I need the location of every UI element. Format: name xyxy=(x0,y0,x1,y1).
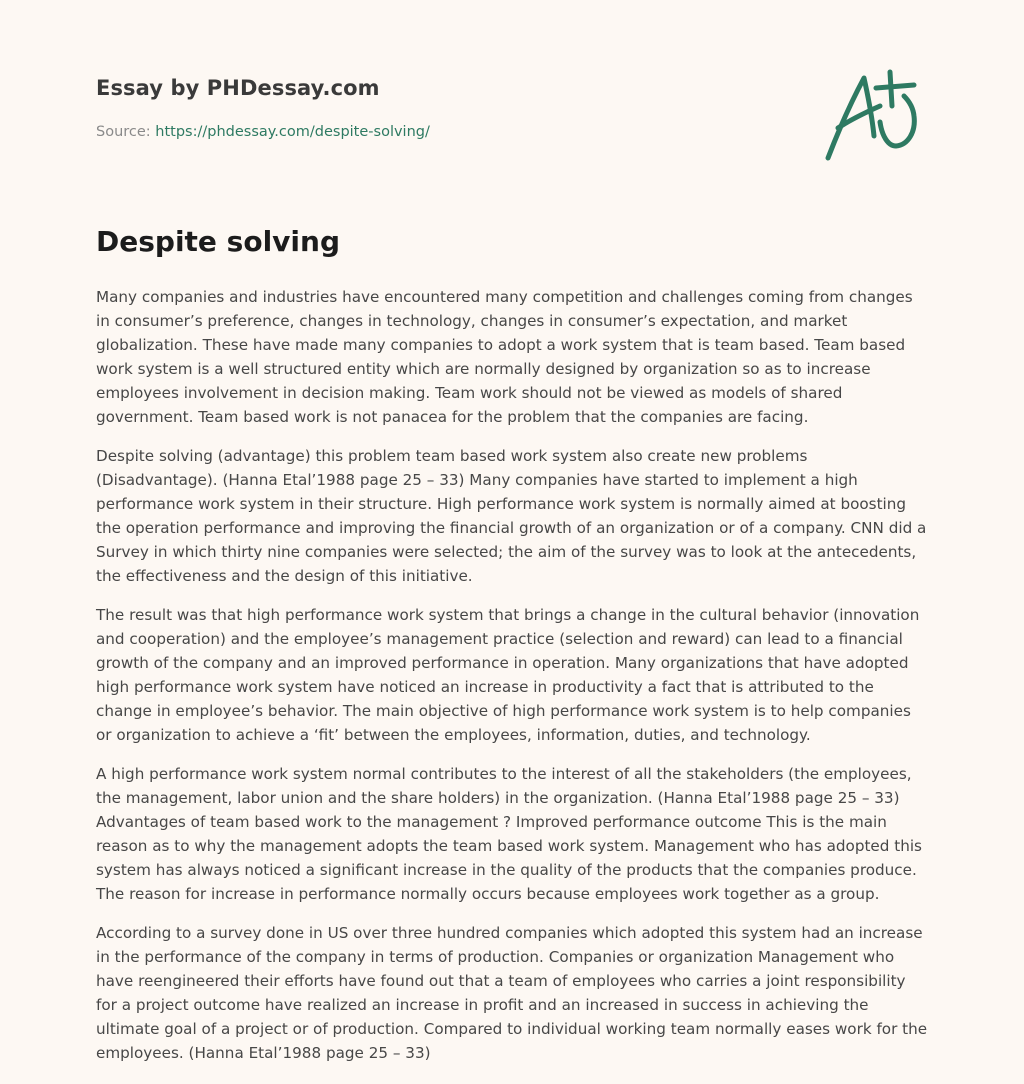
paragraph: Despite solving (advantage) this problem team based work system also create new problems (Disadvantage). (Hanna Etal’1988 page 25 – 33) Many companies have started to implement a high performance work system in their structure. High performance work system is normally aimed at boosting the operation performance and improving the financial growth of an organization or of a company. CNN did a Survey in which thirty nine companies were selected; the aim of the survey was to look at the antecedents, the effectiveness and the design of this initiative. xyxy=(96,447,927,585)
paragraph: The result was that high performance work system that brings a change in the cultural behavior (innovation and cooperation) and the employee’s management practice (selection and reward) can lead to a financial growth of the company and an improved performance in operation. Many organizations that have adopted high performance work system have noticed an increase in productivity a fact that is attributed to the change in employee’s behavior. The main objective of high performance work system is to help companies or organization to achieve a ‘fit’ between the employees, information, duties, and technology. xyxy=(96,606,920,744)
article-body xyxy=(96,285,928,1080)
source-link[interactable]: https://phdessay.com/despite-solving/ xyxy=(155,124,430,140)
source-line xyxy=(96,124,430,140)
a-plus-logo-icon xyxy=(824,66,928,166)
site-title: Essay by PHDessay.com xyxy=(96,76,380,100)
article-title: Despite solving xyxy=(96,225,340,258)
source-label: Source: xyxy=(96,124,151,140)
page-header xyxy=(96,0,928,200)
paragraph: According to a survey done in US over three hundred companies which adopted this system had an increase in the performance of the company in terms of production. Companies or organization Management who have reengineered their efforts have found out that a team of employees who carries a joint responsibility for a project outcome have realized an increase in profit and an increased in success in achieving the ultimate goal of a project or of production. Compared to individual working team normally eases work for the employees. (Hanna Etal’1988 page 25 – 33) xyxy=(96,924,928,1062)
paragraph: A high performance work system normal contributes to the interest of all the stakeholders (the employees, the management, labor union and the share holders) in the organization. (Hanna Etal’1988 page 25 – 33) Advantages of team based work to the management ? Improved performance outcome This is the main reason as to why the management adopts the team based work system. Management who has adopted this system has always noticed a significant increase in the quality of the products that the companies produce. The reason for increase in performance normally occurs because employees work together as a group. xyxy=(96,765,922,903)
paragraph: Many companies and industries have encountered many competition and challenges coming from changes in consumer’s preference, changes in technology, changes in consumer’s expectation, and market globalization. These have made many companies to adopt a work system that is team based. Team based work system is a well structured entity which are normally designed by organization so as to increase employees involvement in decision making. Team work should not be viewed as models of shared government. Team based work is not panacea for the problem that the companies are facing. xyxy=(96,288,913,426)
